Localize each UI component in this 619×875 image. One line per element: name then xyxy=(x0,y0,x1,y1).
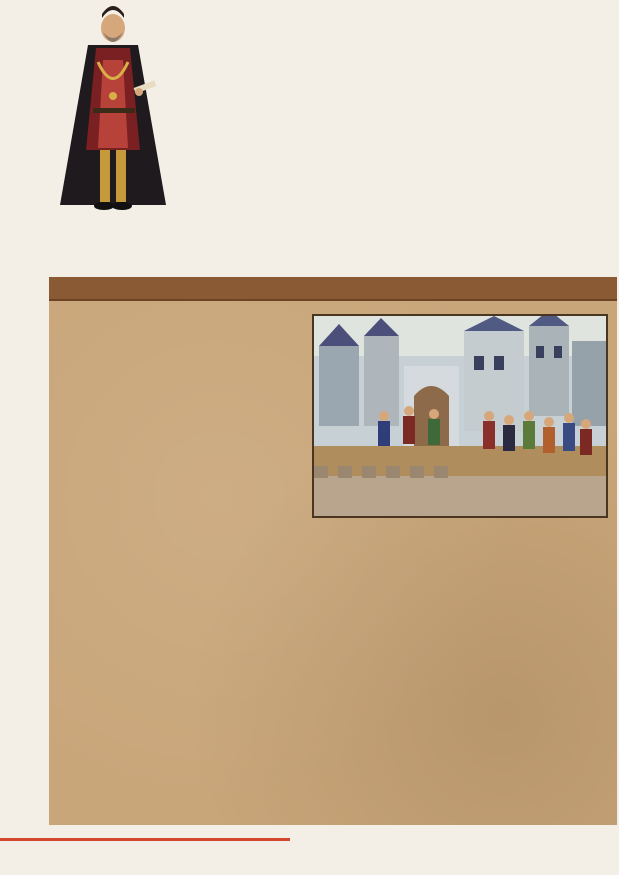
tax-collection-miniature xyxy=(312,314,608,518)
box-header-initial xyxy=(334,271,360,303)
burgomaster-figure-icon xyxy=(48,0,178,220)
medieval-miniature-icon xyxy=(314,316,606,516)
historical-curiosity-box xyxy=(49,277,617,825)
box-header xyxy=(49,277,617,301)
footer-divider xyxy=(0,838,290,841)
burgomaster-portrait xyxy=(48,0,178,220)
